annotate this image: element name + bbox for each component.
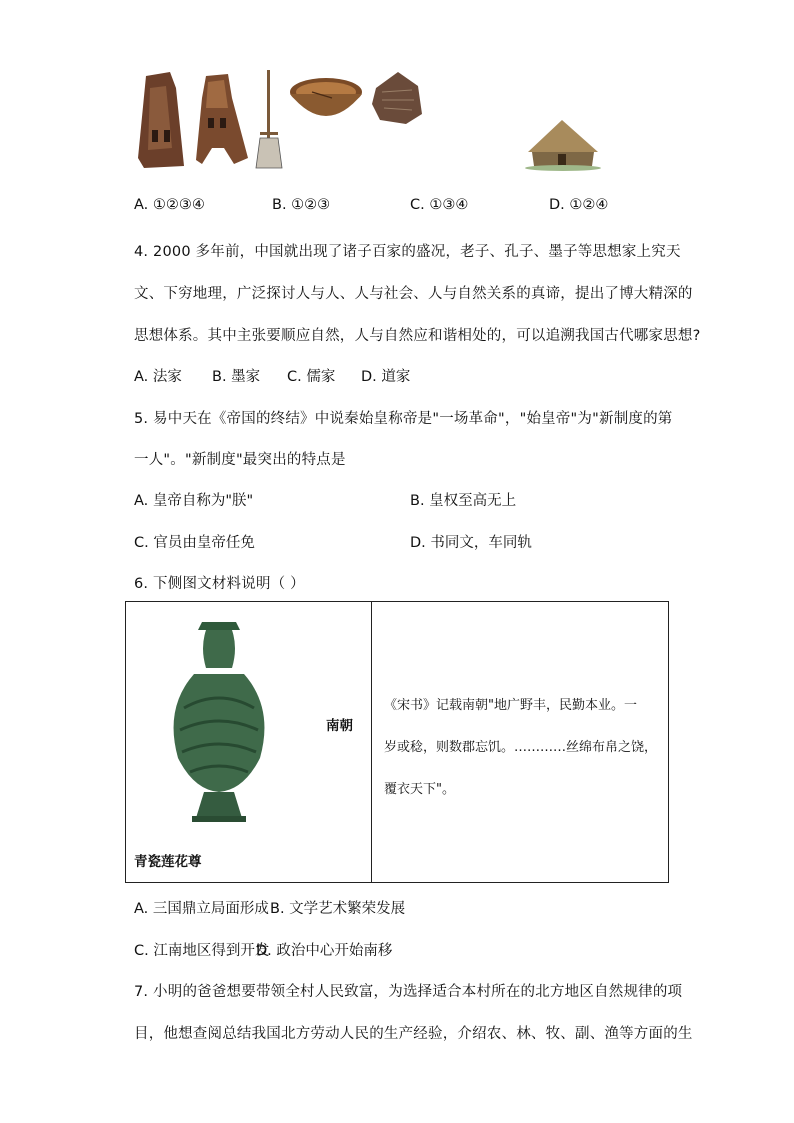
q6-option-b[interactable]: B. 文学艺术繁荣发展 bbox=[270, 901, 406, 917]
q3-option-b[interactable]: B. ①②③ bbox=[272, 197, 331, 213]
q5-option-c[interactable]: C. 官员由皇帝任免 bbox=[134, 535, 255, 551]
vase-caption: 青瓷莲花尊 bbox=[134, 854, 202, 870]
q4-stem-line-2: 文、下穷地理，广泛探讨人与人、人与社会、人与自然关系的真谛，提出了博大精深的 bbox=[134, 286, 693, 302]
q4-stem-line-3: 思想体系。其中主张要顺应自然，人与自然应和谐相处的，可以追溯我国古代哪家思想? bbox=[134, 328, 701, 344]
quote-line-2: 岁或稔，则数郡忘饥。…………丝绵布帛之饶， bbox=[384, 740, 658, 755]
q6-stem: 6. 下侧图文材料说明（ ） bbox=[134, 576, 305, 592]
artifact-images bbox=[136, 68, 606, 176]
q6-option-d[interactable]: D. 政治中心开始南移 bbox=[256, 943, 393, 959]
artifact-image-hut bbox=[525, 120, 601, 171]
q7-stem-line-1: 7. 小明的爸爸想要带领全村人民致富，为选择适合本村所在的北方地区自然规律的项 bbox=[134, 984, 683, 1000]
q6-option-c[interactable]: C. 江南地区得到开发 bbox=[134, 943, 270, 959]
q4-option-d[interactable]: D. 道家 bbox=[361, 369, 411, 385]
quote-line-1: 《宋书》记载南朝"地广野丰，民勤本业。一 bbox=[384, 698, 637, 713]
q6-option-a[interactable]: A. 三国鼎立局面形成 bbox=[134, 901, 269, 917]
table-divider bbox=[371, 602, 372, 882]
q3-option-c[interactable]: C. ①③④ bbox=[410, 197, 469, 213]
period-label: 南朝 bbox=[326, 718, 353, 734]
artifact-image-2 bbox=[196, 74, 248, 164]
celadon-lotus-vase-image bbox=[154, 618, 284, 828]
quote-line-3: 覆衣天下"。 bbox=[384, 782, 455, 797]
artifact-image-4 bbox=[290, 78, 362, 116]
q6-material-table bbox=[125, 601, 669, 883]
q4-option-b[interactable]: B. 墨家 bbox=[212, 369, 261, 385]
q5-stem-line-2: 一人"。"新制度"最突出的特点是 bbox=[134, 452, 346, 468]
artifact-image-5 bbox=[372, 72, 422, 124]
q4-stem-line-1: 4. 2000 多年前，中国就出现了诸子百家的盛况，老子、孔子、墨子等思想家上究天 bbox=[134, 244, 681, 260]
q7-stem-line-2: 目，他想查阅总结我国北方劳动人民的生产经验，介绍农、林、牧、副、渔等方面的生 bbox=[134, 1026, 693, 1042]
artifact-image-1 bbox=[138, 72, 184, 168]
q5-option-d[interactable]: D. 书同文，车同轨 bbox=[410, 535, 532, 551]
q3-option-d[interactable]: D. ①②④ bbox=[549, 197, 609, 213]
q3-option-a[interactable]: A. ①②③④ bbox=[134, 197, 205, 213]
q5-option-a[interactable]: A. 皇帝自称为"朕" bbox=[134, 493, 254, 509]
q5-stem-line-1: 5. 易中天在《帝国的终结》中说秦始皇称帝是"一场革命"，"始皇帝"为"新制度的第 bbox=[134, 411, 673, 427]
q4-option-c[interactable]: C. 儒家 bbox=[287, 369, 336, 385]
artifact-image-3 bbox=[256, 70, 282, 168]
q5-option-b[interactable]: B. 皇权至高无上 bbox=[410, 493, 517, 509]
q4-option-a[interactable]: A. 法家 bbox=[134, 369, 182, 385]
